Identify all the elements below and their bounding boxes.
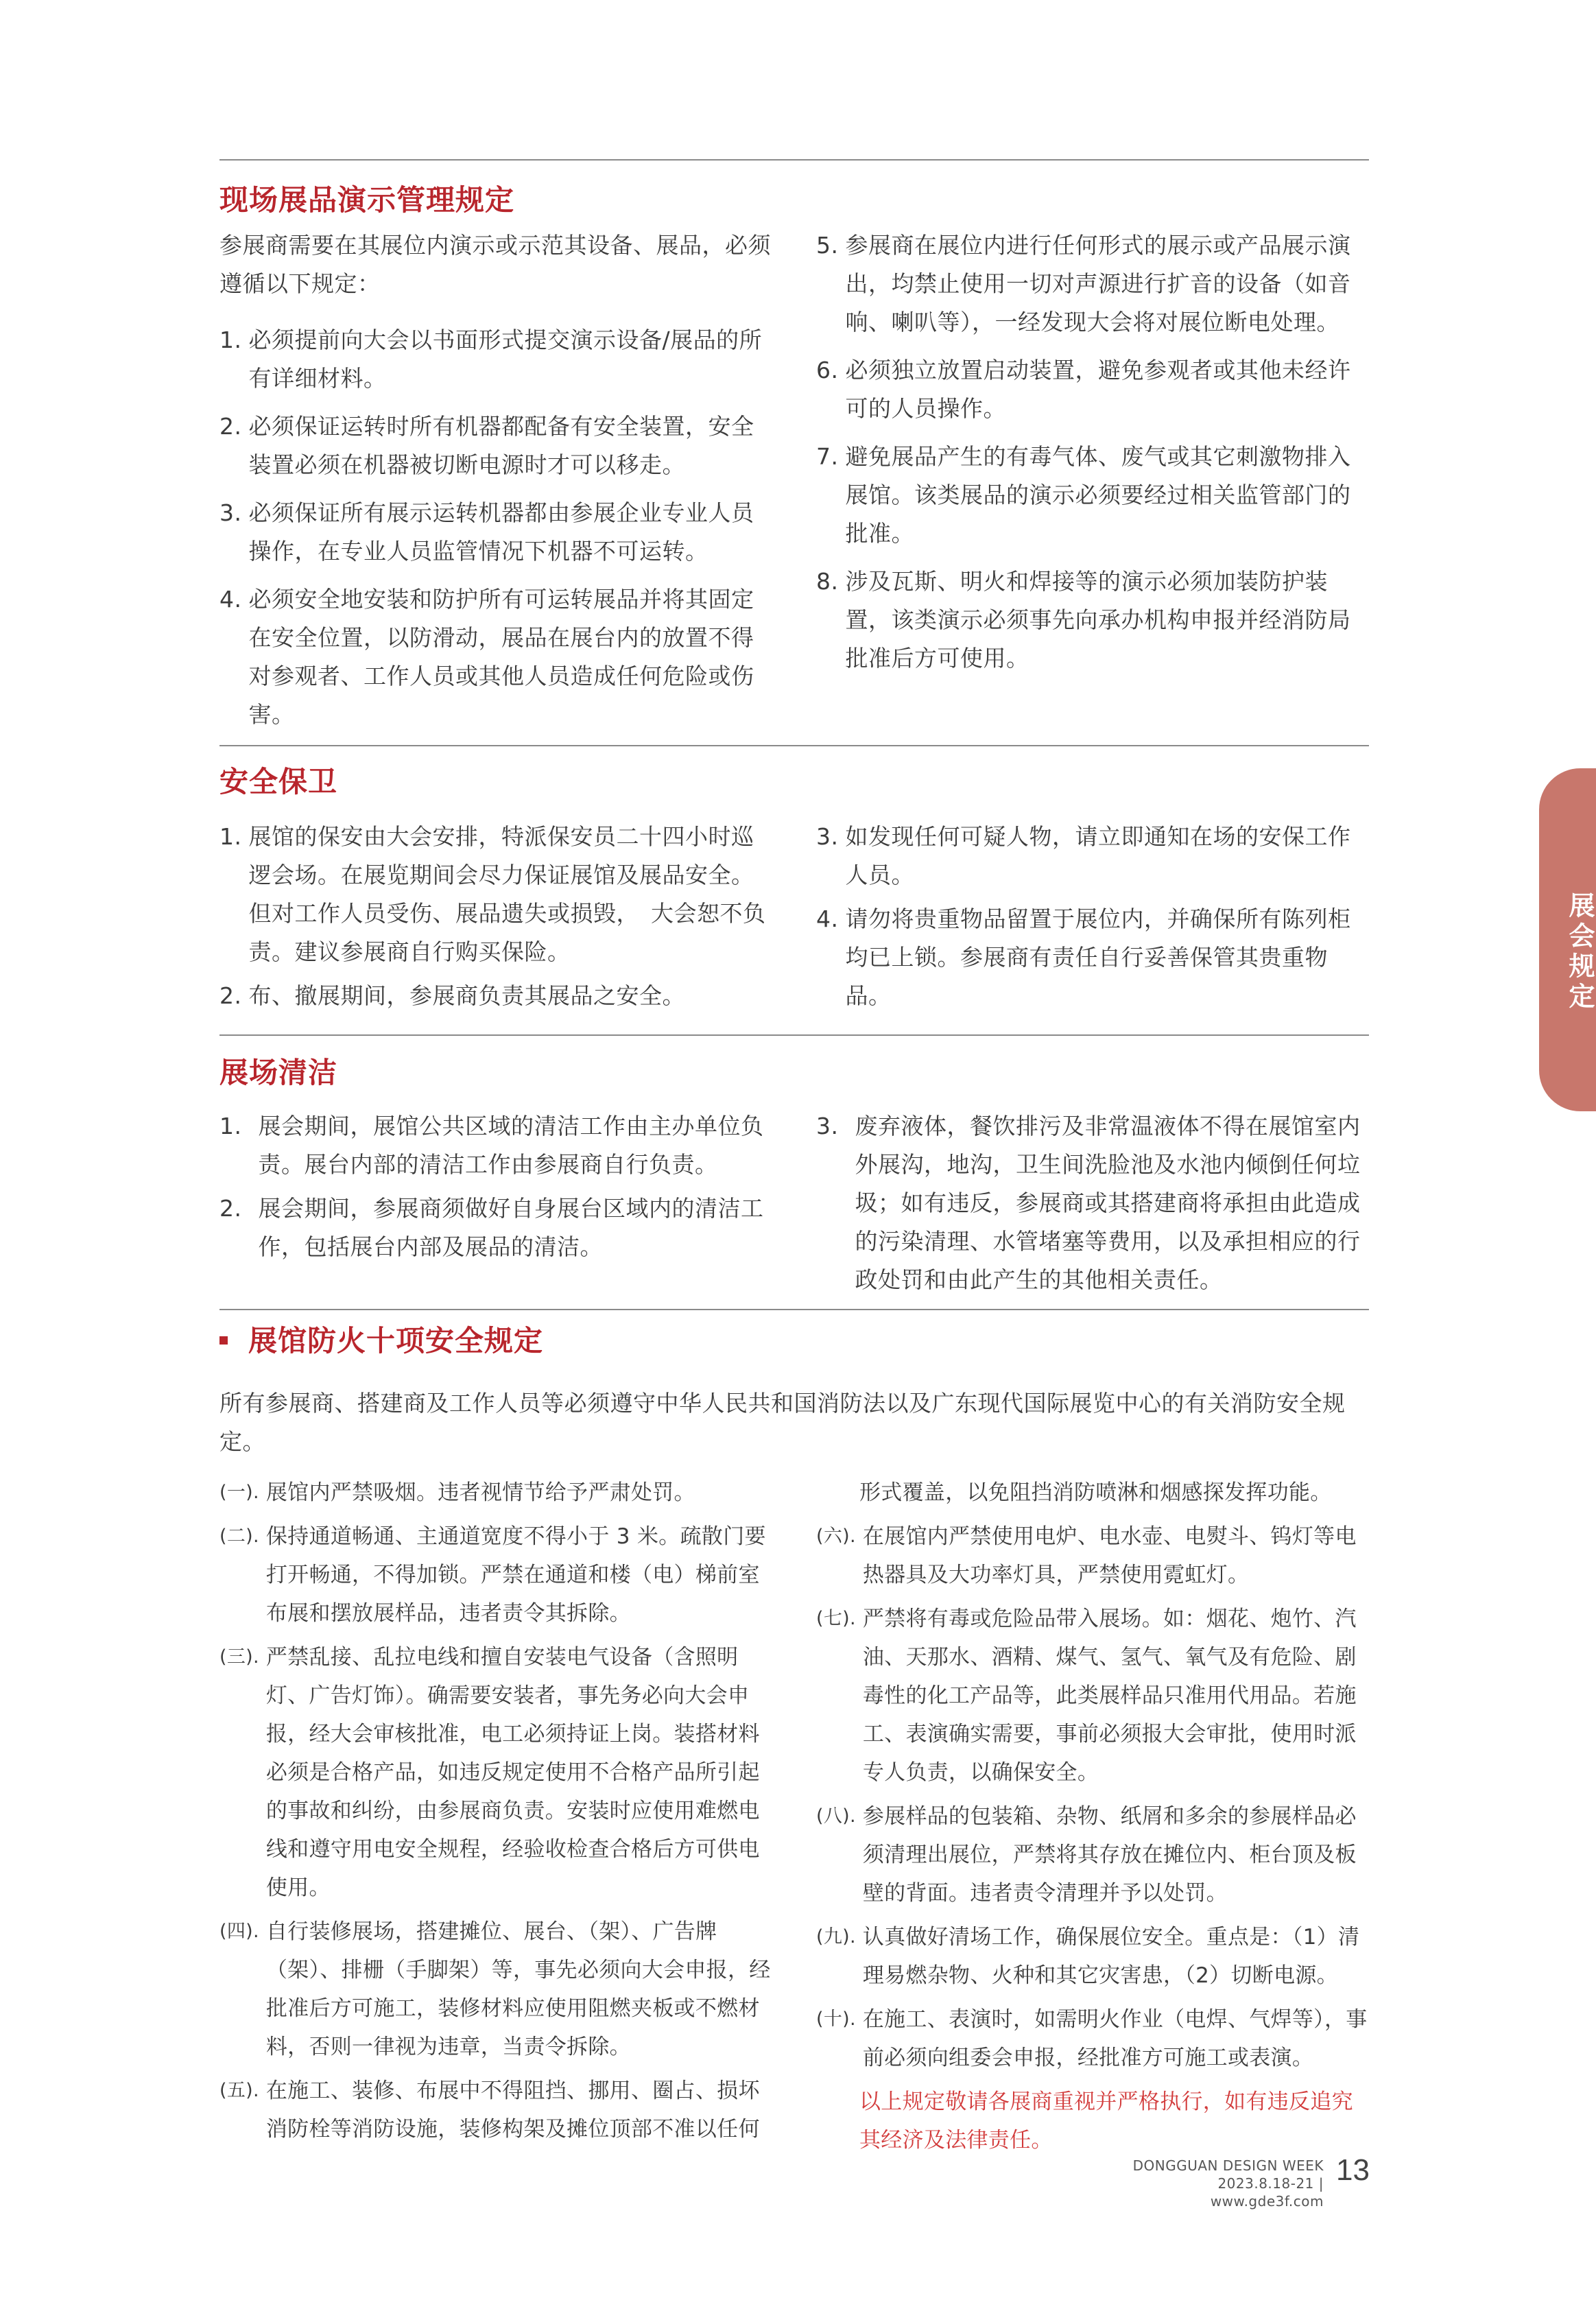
list-item (219, 2072, 775, 2148)
list-item-number: (八). (816, 1805, 856, 1827)
list-item (816, 1107, 1370, 1299)
list-item-number: 1. (219, 1113, 242, 1139)
list-item (219, 1189, 775, 1266)
list-item (816, 2000, 1370, 2077)
section-title-security: 安全保卫 (219, 765, 338, 798)
list-item (219, 494, 775, 571)
list-item (816, 1797, 1370, 1913)
list-item (219, 321, 775, 398)
demo-left-column (219, 226, 775, 734)
list-item-number: (六). (816, 1526, 856, 1547)
list-item (816, 351, 1370, 428)
section-divider (219, 159, 1369, 161)
demo-left-list (219, 321, 775, 734)
list-item (816, 226, 1370, 342)
list-item (219, 580, 775, 734)
list-item (816, 563, 1370, 678)
security-right-list (816, 818, 1370, 1015)
list-item-number: (七). (816, 1608, 856, 1629)
list-item-number: 8. (816, 568, 839, 595)
list-item-number: 6. (816, 357, 839, 383)
list-item-text: 如发现任何可疑人物，请立即通知在场的安保工作人员。 (845, 823, 1351, 888)
fire-right-column (816, 1473, 1370, 2159)
list-item (219, 1913, 775, 2066)
list-item-number: 2. (219, 982, 242, 1009)
list-item-text: 展馆内严禁吸烟。违者视情节给予严肃处罚。 (265, 1480, 695, 1505)
list-item-number: (十). (816, 2009, 856, 2030)
list-item (816, 1517, 1370, 1594)
list-item-number: 3. (219, 499, 242, 526)
list-item-text: 必须安全地安装和防护所有可运转展品并将其固定在安全位置，以防滑动，展品在展台内的放置不得对参观者、工作人员或其他人员造成任何危险或伤害。 (248, 586, 754, 728)
list-item-number: 3. (816, 823, 839, 850)
list-item (816, 818, 1370, 895)
list-item-text: 布、撤展期间，参展商负责其展品之安全。 (248, 982, 685, 1009)
section-title-demo: 现场展品演示管理规定 (219, 183, 515, 217)
list-item (816, 1918, 1370, 1995)
list-item-text: 必须提前向大会以书面形式提交演示设备/展品的所有详细材料。 (248, 327, 763, 392)
footer-info (1118, 2157, 1324, 2210)
list-item (816, 1600, 1370, 1792)
list-item (219, 1517, 775, 1633)
list-item (219, 977, 775, 1015)
list-item-number: (五). (219, 2080, 259, 2101)
list-item-number: (三). (219, 1646, 259, 1668)
fire-closing-note: 以上规定敬请各展商重视并严格执行，如有违反追究其经济及法律责任。 (859, 2089, 1353, 2153)
list-item-text: 废弃液体，餐饮排污及非常温液体不得在展馆室内外展沟，地沟，卫生间洗脸池及水池内倾倒任何垃圾；如有违反，参展商或其搭建商将承担由此造成的污染清理、水管堵塞等费用，以及承担相应的行政处罚和由此产生的其他相关责任。 (855, 1113, 1361, 1293)
fire-left-column (219, 1473, 775, 2148)
security-left-list (219, 818, 775, 1015)
security-right-column (816, 818, 1370, 1015)
list-item-text: 严禁乱接、乱拉电线和擅自安装电气设备（含照明灯、广告灯饰）。确需要安装者，事先务必向大会申报，经大会审核批准，电工必须持证上岗。装搭材料必须是合格产品，如违反规定使用不合格产品所引起的事故和纠纷，由参展商负责。安装时应使用难燃电线和遵守用电安全规程，经验收检查合格后方可供电使用。 (265, 1645, 760, 1900)
list-item (219, 1107, 775, 1184)
demo-intro: 参展商需要在其展位内演示或示范其设备、展品，必须遵循以下规定： (219, 232, 771, 297)
list-item-number: (二). (219, 1526, 259, 1547)
page-number: 13 (1336, 2153, 1370, 2187)
section-divider (219, 745, 1369, 746)
list-item-text: 展馆的保安由大会安排，特派保安员二十四小时巡逻会场。在展览期间会尽力保证展馆及展品安全。但对工作人员受伤、展品遗失或损毁， 大会恕不负责。建议参展商自行购买保险。 (248, 823, 766, 965)
list-item-number: 5. (816, 232, 839, 259)
list-item-number: 2. (219, 413, 242, 440)
list-item-text: 请勿将贵重物品留置于展位内，并确保所有陈列柜均已上锁。参展商有责任自行妥善保管其贵重物品。 (845, 905, 1351, 1009)
list-item-text: 涉及瓦斯、明火和焊接等的演示必须加装防护装置，该类演示必须事先向承办机构申报并经消防局批准后方可使用。 (845, 568, 1351, 672)
list-item-text: 展会期间，展馆公共区域的清洁工作由主办单位负责。展台内部的清洁工作由参展商自行负责。 (258, 1113, 764, 1178)
list-item-number: 7. (816, 443, 839, 470)
list-item-text: 参展样品的包装箱、杂物、纸屑和多余的参展样品必须清理出展位，严禁将其存放在摊位内、柜台顶及板壁的背面。违者责令清理并予以处罚。 (862, 1804, 1357, 1906)
fire-left-list (219, 1473, 775, 2148)
list-item-text: 必须保证运转时所有机器都配备有安全装置，安全装置必须在机器被切断电源时才可以移走。 (248, 413, 754, 478)
cleaning-left-list (219, 1107, 775, 1266)
list-item (219, 1473, 775, 1512)
list-item-number: 2. (219, 1195, 242, 1222)
list-item-number: 4. (219, 586, 242, 613)
list-item-text: 展会期间，参展商须做好自身展台区域内的清洁工作，包括展台内部及展品的清洁。 (258, 1195, 764, 1260)
fire-title-text: 展馆防火十项安全规定 (248, 1324, 544, 1358)
list-item-number: 1. (219, 823, 242, 850)
section-title-cleaning: 展场清洁 (219, 1056, 338, 1089)
list-item-text: 认真做好清场工作，确保展位安全。重点是：（1）清理易燃杂物、火种和其它灾害患，（2）切断电源。 (862, 1925, 1360, 1988)
list-item-text: 在展馆内严禁使用电炉、电水壶、电熨斗、钨灯等电热器具及大功率灯具，严禁使用霓虹灯。 (862, 1524, 1357, 1587)
square-bullet-icon (219, 1336, 228, 1345)
list-item-text: 避免展品产生的有毒气体、废气或其它刺激物排入展馆。该类展品的演示必须要经过相关监管部门的批准。 (845, 443, 1351, 547)
cleaning-right-list (816, 1107, 1370, 1299)
list-item-number: (九). (816, 1926, 856, 1947)
fire-continuation: 形式覆盖，以免阻挡消防喷淋和烟感探发挥功能。 (859, 1480, 1332, 1505)
list-item (816, 900, 1370, 1015)
list-item-number: (一). (219, 1482, 259, 1503)
list-item (816, 438, 1370, 553)
cleaning-left-column (219, 1107, 775, 1266)
cleaning-right-column (816, 1107, 1370, 1299)
list-item (219, 818, 775, 971)
list-item (219, 1638, 775, 1907)
list-item-text: 在施工、表演时，如需明火作业（电焊、气焊等），事前必须向组委会申报，经批准方可施工或表演。 (862, 2007, 1368, 2070)
demo-right-column (816, 226, 1370, 678)
list-item-number: 3. (816, 1113, 839, 1139)
section-divider (219, 1309, 1369, 1310)
list-item-text: 在施工、装修、布展中不得阻挡、挪用、圈占、损坏消防栓等消防设施，装修构架及摊位顶部不准以任何 (265, 2079, 760, 2142)
list-item-text: 严禁将有毒或危险品带入展场。如：烟花、炮竹、汽油、天那水、酒精、煤气、氢气、氧气及有危险、剧毒性的化工产品等，此类展样品只准用代用品。若施工、表演确实需要，事前必须报大会审批，使用时派专人负责，以确保安全。 (862, 1607, 1357, 1785)
fire-right-list (816, 1517, 1370, 2077)
security-left-column (219, 818, 775, 1015)
list-item-text: 必须保证所有展示运转机器都由参展企业专业人员操作，在专业人员监管情况下机器不可运转。 (248, 499, 754, 565)
section-title-fire (219, 1321, 543, 1362)
list-item (219, 407, 775, 484)
footer-meta: 2023.8.18-21 | www.gde3f.com (1210, 2175, 1324, 2210)
list-item-text: 保持通道畅通、主通道宽度不得小于 3 米。疏散门要打开畅通，不得加锁。严禁在通道和楼（电）梯前室布展和摆放展样品，违者责令其拆除。 (265, 1524, 766, 1626)
demo-right-list (816, 226, 1370, 678)
footer-event: DONGGUAN DESIGN WEEK (1132, 2157, 1324, 2174)
list-item-text: 必须独立放置启动装置，避免参观者或其他未经许可的人员操作。 (845, 357, 1351, 422)
section-divider (219, 1034, 1369, 1036)
fire-intro: 所有参展商、搭建商及工作人员等必须遵守中华人民共和国消防法以及广东现代国际展览中心的有关消防安全规定。 (219, 1390, 1346, 1455)
side-tab-label: 展会规定 (1564, 892, 1595, 1013)
list-item-text: 自行装修展场，搭建摊位、展台、（架）、广告牌（架）、排栅（手脚架）等，事先必须向大会申报，经批准后方可施工，装修材料应使用阻燃夹板或不燃材料，否则一律视为违章，当责令拆除。 (265, 1919, 771, 2059)
list-item-number: (四). (219, 1921, 259, 1942)
list-item-text: 参展商在展位内进行任何形式的展示或产品展示演出，均禁止使用一切对声源进行扩音的设备（如音响、喇叭等），一经发现大会将对展位断电处理。 (845, 232, 1351, 335)
list-item-number: 4. (816, 905, 839, 932)
list-item-number: 1. (219, 327, 242, 353)
